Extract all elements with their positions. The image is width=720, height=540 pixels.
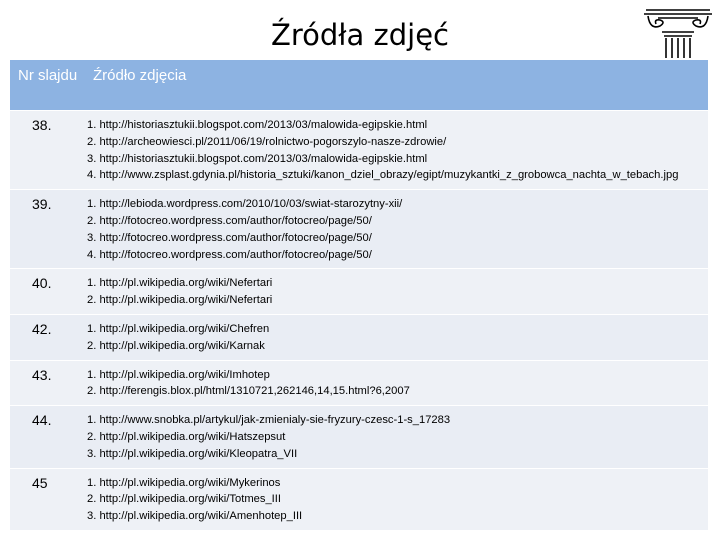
source-list-cell	[85, 468, 708, 530]
header-slide-number: Nr slajdu	[10, 60, 85, 111]
table-row	[10, 111, 708, 190]
sources-table	[10, 60, 708, 530]
table-header-row	[10, 60, 708, 111]
source-link[interactable]: 1. http://lebioda.wordpress.com/2010/10/03/swiat-starozytny-xii/	[87, 198, 403, 211]
table-row	[10, 468, 708, 530]
slide-number: 38.	[32, 117, 52, 133]
table-row	[10, 190, 708, 269]
slide-number: 42.	[32, 320, 52, 337]
slide-number-cell	[10, 111, 85, 190]
page-title: Źródła zdjęć	[270, 18, 449, 52]
source-list-cell	[85, 190, 708, 269]
slide-number-cell	[10, 269, 85, 315]
slide-number-cell	[10, 314, 85, 360]
source-list-cell	[85, 314, 708, 360]
header-image-source: Źródło zdjęcia	[85, 60, 708, 111]
source-link[interactable]: 1. http://www.snobka.pl/artykul/jak-zmienialy-sie-fryzury-czesc-1-s_17283	[87, 414, 451, 427]
source-link[interactable]: 1. http://pl.wikipedia.org/wiki/Chefren	[87, 322, 270, 335]
source-link[interactable]: 2. http://pl.wikipedia.org/wiki/Totmes_III	[87, 493, 281, 506]
slide-number: 40.	[32, 275, 52, 292]
greek-column-capital-icon	[640, 2, 716, 60]
source-link[interactable]: 2. http://fotocreo.wordpress.com/author/fotocreo/page/50/	[87, 214, 372, 227]
source-link[interactable]: 3. http://pl.wikipedia.org/wiki/Amenhotep_III	[87, 510, 303, 523]
source-link[interactable]: 3. http://fotocreo.wordpress.com/author/fotocreo/page/50/	[87, 231, 372, 244]
source-link[interactable]: 3. http://pl.wikipedia.org/wiki/Kleopatra_VII	[87, 447, 298, 460]
source-list-cell	[85, 111, 708, 190]
source-link[interactable]: 2. http://ferengis.blox.pl/html/1310721,262146,14,15.html?6,2007	[87, 385, 410, 398]
slide-number-cell	[10, 190, 85, 269]
source-link[interactable]: 3. http://historiasztukii.blogspot.com/2013/03/malowida-egipskie.html	[87, 152, 428, 165]
slide-number: 45	[32, 474, 48, 491]
slide-number: 43.	[32, 366, 52, 383]
table-row	[10, 360, 708, 406]
source-link[interactable]: 4. http://www.zsplast.gdynia.pl/historia_sztuki/kanon_dziel_obrazy/egipt/muzykantki_z_grobowca_nachta_w_tebach.jpg	[87, 169, 679, 182]
source-link[interactable]: 1. http://pl.wikipedia.org/wiki/Imhotep	[87, 368, 270, 381]
source-link[interactable]: 2. http://pl.wikipedia.org/wiki/Hatszepsut	[87, 430, 286, 443]
source-link[interactable]: 4. http://fotocreo.wordpress.com/author/fotocreo/page/50/	[87, 248, 372, 261]
source-list-cell	[85, 269, 708, 315]
table-row	[10, 269, 708, 315]
source-link[interactable]: 1. http://historiasztukii.blogspot.com/2013/03/malowida-egipskie.html	[87, 119, 428, 131]
source-list-cell	[85, 406, 708, 468]
table-row	[10, 314, 708, 360]
slide-number-cell	[10, 468, 85, 530]
source-link[interactable]: 1. http://pl.wikipedia.org/wiki/Mykerinos	[87, 476, 281, 489]
source-link[interactable]: 2. http://pl.wikipedia.org/wiki/Karnak	[87, 339, 265, 352]
slide-number-cell	[10, 406, 85, 468]
source-list-cell	[85, 360, 708, 406]
table-row	[10, 406, 708, 468]
source-link[interactable]: 1. http://pl.wikipedia.org/wiki/Nefertari	[87, 277, 273, 290]
slide-number: 44.	[32, 412, 52, 429]
slide-number-cell	[10, 360, 85, 406]
source-link[interactable]: 2. http://pl.wikipedia.org/wiki/Nefertari	[87, 294, 273, 307]
source-link[interactable]: 2. http://archeowiesci.pl/2011/06/19/rolnictwo-pogorszylo-nasze-zdrowie/	[87, 135, 447, 148]
slide-number: 39.	[32, 196, 52, 213]
